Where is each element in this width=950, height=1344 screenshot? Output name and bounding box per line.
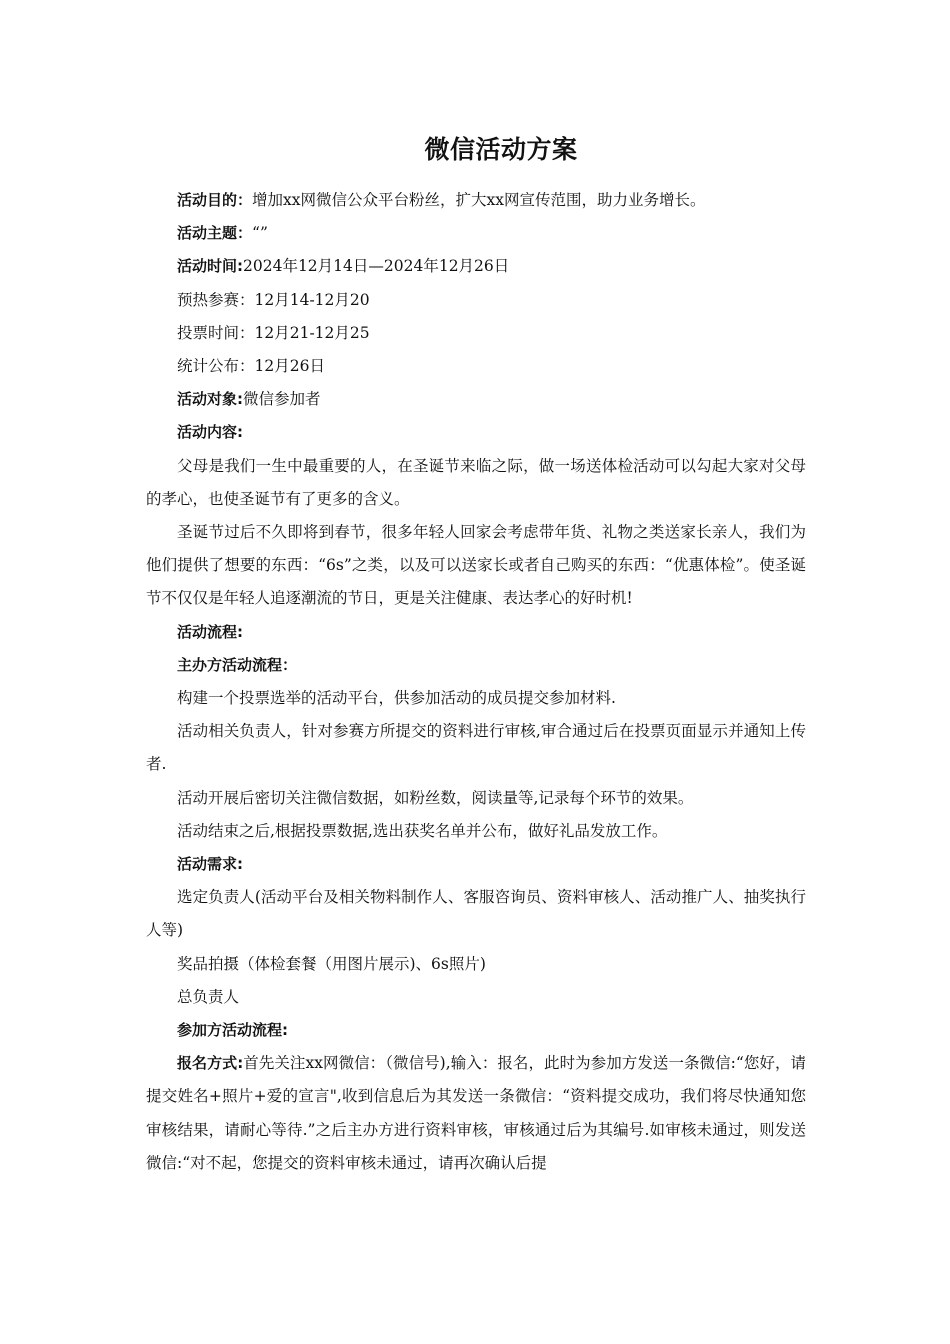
- content-paragraph-1: 父母是我们一生中最重要的人，在圣诞节来临之际，做一场送体检活动可以勾起大家对父母的孝心，也使圣诞节有了更多的含义。: [146, 456, 806, 508]
- flow-heading: 活动流程:: [177, 622, 243, 641]
- needs-item-3: 总负责人: [177, 987, 240, 1006]
- needs-item-2: 奖品拍摄（体检套餐（用图片展示)、6s照片): [177, 954, 486, 973]
- content-heading: 活动内容:: [177, 423, 243, 442]
- signup-text: 首先关注xx网微信：（微信号),输入：报名，此时为参加方发送一条微信:“您好，请提交姓名+照片+爱的宣言",收到信息后为其发送一条微信：“资料提交成功，我们将尽快通知您审核结果，请耐心等待.”之后主办方进行资料审核，审核通过后为其编号.如审核未通过，则发送微信:“对不起，您提交的资料审核未通过，请再次确认后提: [146, 1054, 807, 1172]
- purpose-label: 活动目的：: [177, 191, 253, 209]
- organizer-step-3: 活动开展后密切关注微信数据，如粉丝数，阅读量等,记录每个环节的效果。: [177, 788, 694, 807]
- target-text: 微信参加者: [243, 390, 321, 409]
- purpose-text: 增加xx网微信公众平台粉丝，扩大xx网宣传范围，助力业务增长。: [252, 191, 706, 209]
- needs-item-1: 选定负责人(活动平台及相关物料制作人、客服咨询员、资料审核人、活动推广人、抽奖执行人等): [146, 888, 806, 940]
- document-title: 微信活动方案: [424, 135, 578, 164]
- organizer-step-4: 活动结束之后,根据投票数据,选出获奖名单并公布，做好礼品发放工作。: [177, 821, 668, 840]
- theme-text: “”: [252, 224, 268, 243]
- theme-paragraph: [146, 217, 806, 250]
- target-label: 活动对象:: [177, 390, 243, 409]
- time-label: 活动时间:: [177, 257, 243, 276]
- participant-flow-heading: 参加方活动流程:: [177, 1021, 288, 1040]
- content-paragraph-2: 圣诞节过后不久即将到春节，很多年轻人回家会考虑带年货、礼物之类送家长亲人，我们为他们提供了想要的东西：“6s”之类，以及可以送家长或者自己购买的东西：“优惠体检”。使圣诞节不仅仅是年轻人追逐潮流的节日，更是关注健康、表达孝心的好时机!: [146, 523, 806, 608]
- needs-heading: 活动需求:: [177, 855, 243, 874]
- organizer-flow-heading: 主办方活动流程：: [177, 655, 298, 674]
- purpose-paragraph: [146, 184, 806, 217]
- announce-line: 统计公布：12月26日: [177, 357, 325, 376]
- signup-label: 报名方式:: [177, 1054, 244, 1073]
- warmup-line: 预热参赛：12月14-12月20: [177, 290, 370, 309]
- organizer-step-1: 构建一个投票选举的活动平台，供参加活动的成员提交参加材料.: [177, 689, 616, 708]
- document-body: [146, 184, 806, 1180]
- signup-paragraph: [146, 1047, 806, 1180]
- organizer-step-2: 活动相关负责人，针对参赛方所提交的资料进行审核,审合通过后在投票页面显示并通知上传者.: [146, 722, 806, 774]
- time-paragraph: [146, 250, 806, 283]
- time-text: 2024年12月14日—2024年12月26日: [243, 257, 510, 276]
- voting-line: 投票时间：12月21-12月25: [177, 323, 370, 342]
- theme-label: 活动主题：: [177, 224, 253, 243]
- target-paragraph: [146, 383, 806, 416]
